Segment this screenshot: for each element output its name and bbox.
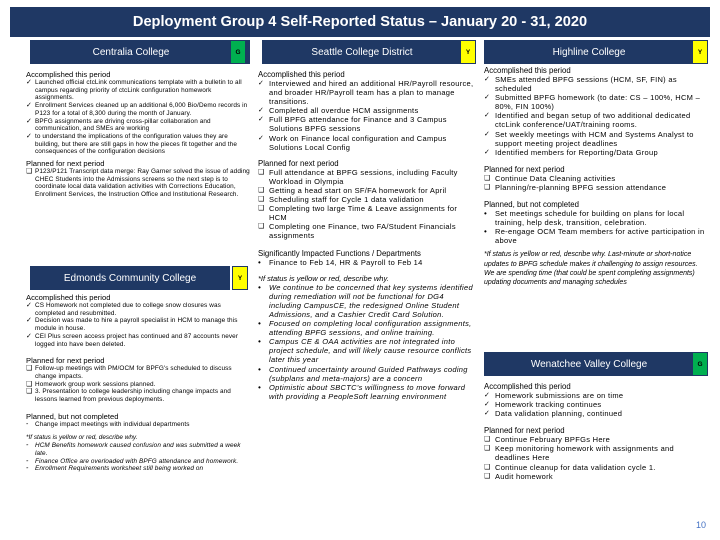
edmonds-name: Edmonds Community College [63, 272, 197, 284]
list-item: • Set meetings schedule for building on plans for local training, help desk, transition, celebration. [484, 209, 706, 227]
edmonds-status-note: *If status is yellow or red, describe why. [26, 434, 138, 442]
list-item: ❑ Homework group work sessions planned. [26, 381, 250, 389]
centralia-header [30, 40, 250, 64]
list-item: ❑ P123/P121 Transcript data merge: Ray Garner solved the issue of adding CHEC Students into the Admissions screens so the next step is to coordinate local data validation activities with Corrections Education, Enrollment Services, the Instruction Office and Institutional Research. [26, 168, 250, 199]
seattle-status-note: *If status is yellow or red, describe why. [258, 273, 389, 283]
list-item: ✓ Full BPFG attendance for Finance and 3 Campus Solutions BPFG sessions [258, 115, 476, 133]
list-item: • Re-engage OCM Team members for active participation in above [484, 227, 706, 245]
seattle-accomplished-heading: Accomplished this period [258, 70, 345, 79]
list-item: ✓ Work on Finance local configuration and Campus Solutions Local Config [258, 134, 476, 152]
edmonds-header [30, 266, 230, 290]
highline-not-completed-list [484, 209, 706, 245]
edmonds-planned-heading: Planned for next period [26, 356, 105, 366]
wenatchee-planned-heading: Planned for next period [484, 426, 565, 436]
seattle-status-badge: Y [460, 40, 476, 64]
list-item: ✓ CEI Plus screen access project has continued and 87 accounts never logged into have been deleted. [26, 333, 250, 348]
highline-status-note: *If status is yellow or red, describe why. Last-minute or short-notice updates to BPFG schedule makes it challenging to assign resources. We are spending time (that could be spent completing assignments) updating documents and managing schedules [484, 251, 698, 287]
seattle-planned-heading: Planned for next period [258, 158, 339, 168]
list-item: ✓ CS Homework not completed due to college snow closures was completed and resubmitted. [26, 302, 250, 317]
list-item: ❑ Follow-up meetings with PM/OCM for BPFG's scheduled to discuss change impacts. [26, 365, 250, 380]
list-item: ❑ Continue Data Cleaning activities [484, 174, 706, 183]
list-item: - Finance Office are overloaded with BPFG attendance and homework. [26, 458, 250, 466]
list-item: ✓ Enrollment Services cleaned up an additional 6,000 Bio/Demo records in P123 for a total of 8,300 during the month of January. [26, 102, 250, 117]
centralia-status-badge: G [230, 40, 246, 64]
highline-accomplished-list [484, 75, 706, 157]
list-item: - Change impact meetings with individual departments [26, 421, 250, 429]
edmonds-accomplished-heading: Accomplished this period [26, 293, 111, 302]
list-item: • Finance to Feb 14, HR & Payroll to Feb 14 [258, 258, 476, 267]
centralia-planned-list [26, 168, 250, 199]
wenatchee-status-badge: G [692, 352, 708, 376]
seattle-notes-list [258, 283, 476, 401]
edmonds-notes-list [26, 442, 250, 473]
list-item: ❑ Keep monitoring homework with assignments and deadlines Here [484, 444, 706, 462]
list-item: ✓ to understand the implications of the configuration values they are building, but there are still gaps in how the pieces fit together and the consequences of the configuration decisions [26, 133, 250, 156]
list-item: • Optimistic about SBCTC's willingness to move forward with providing a PeopleSoft learning environment [258, 383, 476, 401]
list-item: - Enrollment Requirements worksheet still being worked on [26, 465, 250, 473]
list-item: • We continue to be concerned that key systems identified during remediation will not be functional for DG4 including CampusCE, the redesigned Online Student Admissions, and a Cashier Credit Card Solution. [258, 283, 476, 319]
highline-planned-heading: Planned for next period [484, 164, 565, 174]
edmonds-section [26, 291, 250, 473]
highline-status-badge: Y [692, 40, 708, 64]
list-item: ❑ Completing two large Time & Leave assignments for HCM [258, 204, 476, 222]
wenatchee-name: Wenatchee Valley College [530, 358, 648, 370]
seattle-impacted-list [258, 258, 476, 267]
list-item: - HCM Benefits homework caused confusion and was submitted a week late. [26, 442, 250, 457]
highline-section [484, 64, 706, 288]
list-item: ❑ Continue February BPFGs Here [484, 435, 706, 444]
seattle-planned-list [258, 168, 476, 241]
wenatchee-planned-list [484, 435, 706, 480]
list-item: ✓ SMEs attended BPFG sessions (HCM, SF, FIN) as scheduled [484, 75, 706, 93]
list-item: ✓ Decision was made to hire a payroll specialist in HCM to manage this module in house. [26, 317, 250, 332]
list-item: • Campus CE & OAA activities are not integrated into project schedule, and will likely cause resource conflicts later this year [258, 337, 476, 364]
highline-header [484, 40, 694, 64]
slide-title: Deployment Group 4 Self-Reported Status – January 20 - 31, 2020 [10, 7, 710, 37]
list-item: ✓ Identified members for Reporting/Data Group [484, 148, 706, 157]
list-item: • Continued uncertainty around Guided Pathways coding (subplans and meta-majors) are a concern [258, 365, 476, 383]
list-item: ✓ Identified and began setup of two additional dedicated ctcLink conference/UAT/training rooms. [484, 111, 706, 129]
seattle-section [258, 68, 476, 401]
edmonds-not-completed-list [26, 421, 250, 429]
centralia-name: Centralia College [92, 46, 170, 58]
centralia-planned-heading: Planned for next period [26, 159, 105, 169]
page-number: 10 [695, 520, 706, 530]
list-item: ❑ 3. Presentation to college leadership including change impacts and lessons learned from previous deployments. [26, 388, 250, 403]
seattle-accomplished-list [258, 79, 476, 152]
list-item: ✓ Completed all overdue HCM assignments [258, 106, 476, 115]
list-item: ❑ Planning/re-planning BPFG session attendance [484, 183, 706, 192]
list-item: ❑ Completing one Finance, two FA/Student Financials assignments [258, 222, 476, 240]
edmonds-status-badge: Y [232, 266, 248, 290]
list-item: ✓ Launched official ctcLink communications template with a bulletin to all campus regarding priority of ctcLink configuration homework assignments. [26, 79, 250, 102]
centralia-accomplished-heading: Accomplished this period [26, 70, 111, 79]
list-item: ✓ BPFG assignments are driving cross-pillar collaboration and communication, and SMEs are working [26, 118, 250, 133]
centralia-accomplished-list [26, 79, 250, 156]
list-item: ✓ Data validation planning, continued [484, 409, 706, 418]
list-item: ❑ Scheduling staff for Cycle 1 data validation [258, 195, 476, 204]
wenatchee-accomplished-heading: Accomplished this period [484, 382, 571, 391]
highline-accomplished-heading: Accomplished this period [484, 66, 571, 75]
wenatchee-header [484, 352, 694, 376]
wenatchee-section [484, 380, 706, 481]
list-item: ✓ Interviewed and hired an additional HR/Payroll resource, and broader HR/Payroll team has a plan to manage transitions. [258, 79, 476, 106]
highline-planned-list [484, 174, 706, 192]
edmonds-accomplished-list [26, 302, 250, 348]
highline-name: Highline College [552, 46, 626, 58]
list-item: ✓ Set weekly meetings with HCM and Systems Analyst to support meeting project deadlines [484, 130, 706, 148]
wenatchee-accomplished-list [484, 391, 706, 418]
edmonds-not-completed-heading: Planned, but not completed [26, 411, 119, 421]
list-item: ✓ Submitted BPFG homework (to date: CS – 100%, HCM – 80%, FIN 100%) [484, 93, 706, 111]
seattle-name: Seattle College District [311, 46, 413, 58]
seattle-impacted-heading: Significantly Impacted Functions / Departments [258, 248, 421, 258]
seattle-header [262, 40, 462, 64]
list-item: ❑ Full attendance at BPFG sessions, including Faculty Workload in Olympia [258, 168, 476, 186]
edmonds-planned-list [26, 365, 250, 404]
list-item: ❑ Getting a head start on SF/FA homework for April [258, 186, 476, 195]
list-item: • Focused on completing local configuration assignments, attending BPFG sessions, and online training. [258, 319, 476, 337]
list-item: ✓ Homework tracking continues [484, 400, 706, 409]
list-item: ❑ Continue cleanup for data validation cycle 1. [484, 463, 706, 472]
centralia-section [26, 68, 250, 199]
list-item: ✓ Homework submissions are on time [484, 391, 706, 400]
highline-not-completed-heading: Planned, but not completed [484, 200, 579, 210]
list-item: ❑ Audit homework [484, 472, 706, 481]
